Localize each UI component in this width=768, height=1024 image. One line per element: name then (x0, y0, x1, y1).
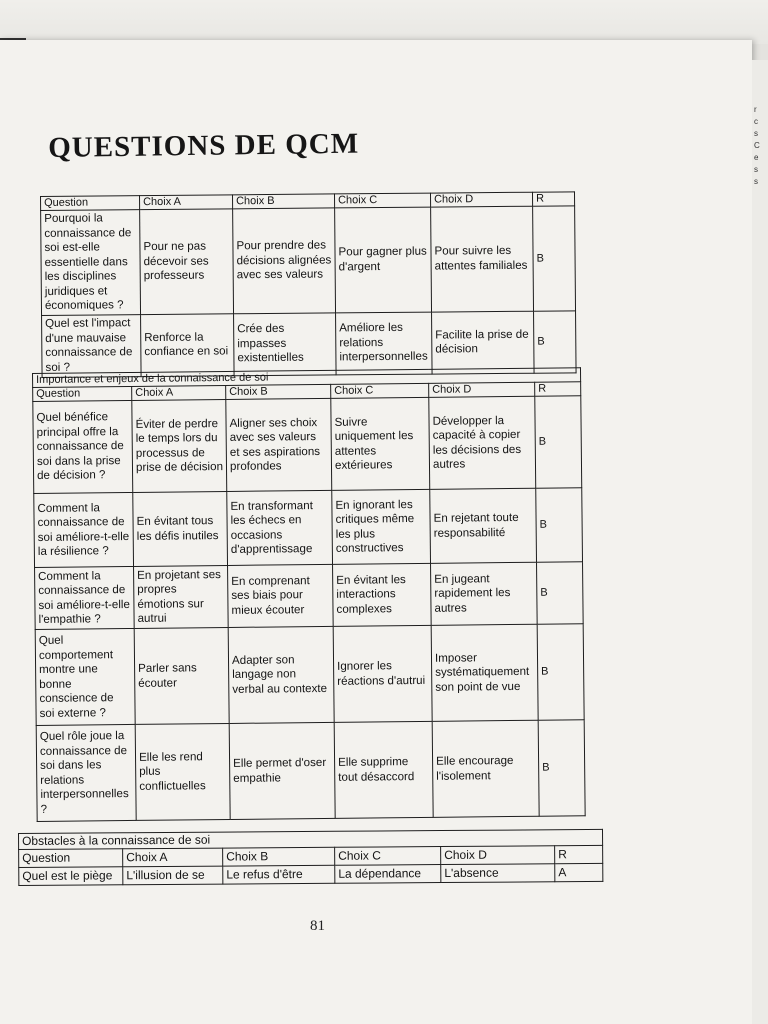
choice-d-cell: En rejetant toute responsabilité (430, 488, 537, 563)
edge-char: r (754, 105, 757, 114)
choice-a-cell: En projetant ses propres émotions sur autrui (134, 565, 229, 628)
choice-c-cell: Suivre uniquement les attentes extérieures (331, 397, 430, 490)
header-question: Question (19, 849, 123, 868)
choice-c-cell: Pour gagner plus d'argent (335, 207, 432, 312)
edge-char: c (754, 117, 758, 126)
header-choice-b: Choix B (223, 847, 335, 866)
answer-cell: B (533, 206, 576, 311)
question-cell: Quel comportement montre une bonne conscience de soi externe ? (35, 628, 135, 725)
choice-b-cell: Elle permet d'oser empathie (229, 722, 335, 819)
choice-b-cell: Adapter son langage non verbal au contexte (228, 626, 334, 723)
answer-cell: A (555, 863, 603, 881)
choice-b-cell: Aligner ses choix avec ses valeurs et ses aspirations profondes (226, 398, 332, 491)
answer-cell: B (537, 562, 584, 624)
choice-a-cell: En évitant tous les défis inutiles (133, 491, 228, 566)
choice-a-cell: Éviter de perdre le temps lors du processus de prise de décision (132, 399, 227, 492)
answer-cell: B (535, 396, 582, 488)
qcm-table-intro (40, 191, 577, 377)
header-question: Question (33, 386, 132, 401)
header-choice-b: Choix B (232, 194, 334, 209)
table-row (34, 488, 583, 568)
page-top-edge (0, 0, 768, 44)
choice-d-cell: Imposer systématiquement son point de vue (431, 624, 538, 721)
answer-cell: B (536, 488, 583, 562)
answer-cell: B (537, 624, 584, 720)
choice-b-cell: Le refus d'être (223, 865, 335, 884)
choice-d-cell: En jugeant rapidement les autres (431, 562, 538, 625)
answer-cell: B (538, 720, 585, 816)
choice-c-cell: La dépendance (335, 865, 441, 884)
edge-char: s (754, 165, 758, 174)
choice-a-cell: Parler sans écouter (134, 627, 229, 724)
question-cell: Quel rôle joue la connaissance de soi dans les relations interpersonnelles ? (36, 724, 136, 821)
question-cell: Comment la connaissance de soi améliore-t-elle la résilience ? (34, 492, 134, 567)
edge-char: s (754, 177, 758, 186)
page-title: QUESTIONS DE QCM (48, 127, 360, 164)
header-answer: R (535, 382, 581, 396)
header-choice-c: Choix C (334, 193, 430, 208)
page-number: 81 (310, 918, 325, 934)
choice-c-cell: Améliore les relations interpersonnelles (336, 312, 433, 375)
table-row (41, 206, 576, 315)
table-row (36, 720, 585, 822)
choice-a-cell: L'illusion de se (123, 866, 223, 885)
question-cell: Quel est l'impact d'une mauvaise connaissance de soi ? (42, 314, 142, 377)
choice-b-cell: En transformant les échecs en occasions d'apprentissage (227, 490, 333, 565)
adjacent-page-strip (752, 60, 768, 1024)
table-row (35, 624, 584, 726)
table-row (33, 396, 582, 494)
choice-a-cell: Elle les rend plus conflictuelles (135, 723, 230, 820)
edge-char: s (754, 129, 758, 138)
choice-d-cell: L'absence (441, 864, 555, 883)
header-answer: R (532, 192, 574, 206)
header-choice-b: Choix B (226, 384, 331, 399)
header-choice-a: Choix A (140, 195, 233, 210)
qcm-table-importance (32, 367, 586, 822)
answer-cell: B (534, 310, 577, 372)
choice-c-cell: Ignorer les réactions d'autrui (333, 625, 432, 722)
table-row (19, 863, 603, 885)
choice-c-cell: En ignorant les critiques même les plus constructives (332, 489, 431, 564)
section-title: Importance et enjeux de la connaissance de soi (33, 368, 581, 388)
choice-d-cell: Facilite la prise de décision (432, 311, 535, 374)
header-choice-a: Choix A (132, 385, 226, 400)
header-choice-d: Choix D (429, 382, 535, 397)
choice-b-cell: Crée des impasses existentielles (234, 312, 337, 375)
qcm-table-obstacles (18, 829, 603, 886)
choice-c-cell: Elle supprime tout désaccord (334, 721, 433, 818)
question-cell: Quel bénéfice principal offre la connaissance de soi dans la prise de décision ? (33, 400, 133, 493)
header-choice-c: Choix C (331, 383, 429, 398)
header-choice-d: Choix D (441, 846, 555, 865)
choice-c-cell: En évitant les interactions complexes (333, 563, 432, 626)
choice-b-cell: Pour prendre des décisions alignées avec ses valeurs (233, 208, 336, 313)
edge-char: e (754, 153, 759, 162)
adjacent-page-text (754, 104, 768, 188)
section-title: Obstacles à la connaissance de soi (19, 829, 603, 849)
header-answer: R (555, 845, 603, 863)
header-question: Question (41, 196, 140, 211)
table-row (35, 562, 584, 630)
question-cell: Comment la connaissance de soi améliore-t-elle l'empathie ? (35, 566, 135, 629)
header-choice-a: Choix A (123, 848, 223, 867)
header-choice-d: Choix D (430, 192, 532, 207)
choice-b-cell: En comprenant ses biais pour mieux écouter (228, 564, 334, 627)
choice-d-cell: Pour suivre les attentes familiales (431, 206, 534, 311)
choice-a-cell: Pour ne pas décevoir ses professeurs (140, 209, 234, 314)
question-cell: Quel est le piège (19, 867, 123, 886)
edge-char: C (754, 141, 760, 150)
choice-d-cell: Développer la capacité à copier les décisions des autres (429, 396, 536, 489)
choice-a-cell: Renforce la confiance en soi (141, 313, 235, 376)
header-choice-c: Choix C (335, 847, 441, 866)
choice-d-cell: Elle encourage l'isolement (432, 720, 539, 817)
question-cell: Pourquoi la connaissance de soi est-elle essentielle dans les disciplines juridiques et économiques ? (41, 210, 141, 315)
table-row (42, 310, 577, 377)
